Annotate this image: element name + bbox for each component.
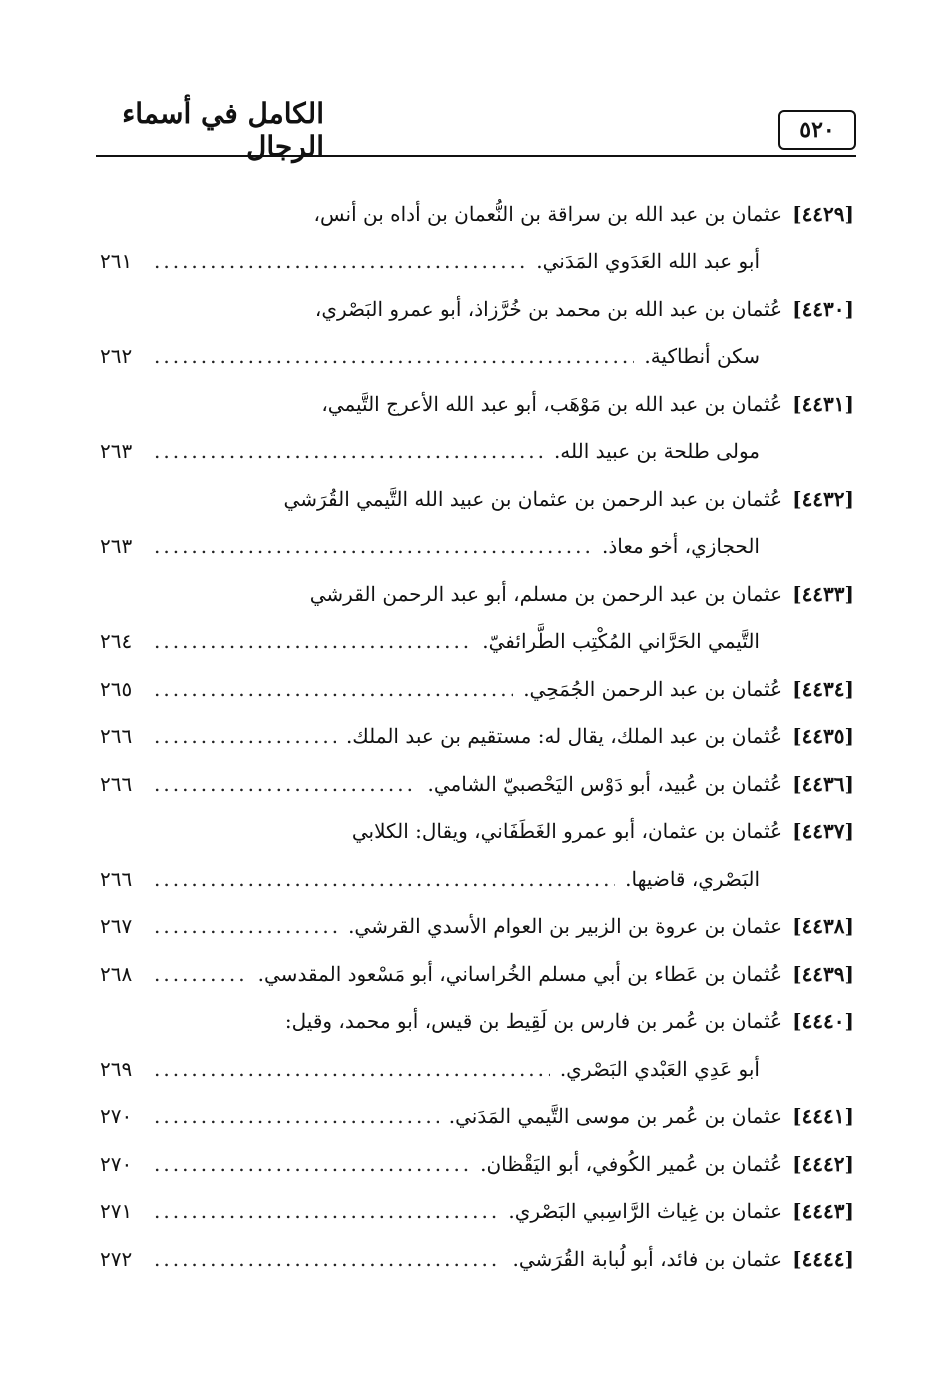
entry-line bbox=[100, 190, 854, 238]
entry-text: سكن أنطاكية. bbox=[644, 344, 760, 369]
page-number-box bbox=[778, 110, 856, 150]
entry-page-ref: ٢٧٠ bbox=[100, 1151, 133, 1176]
entry-line bbox=[100, 1093, 854, 1141]
leader-dots bbox=[154, 534, 592, 558]
entry-page-ref: ٢٦٨ bbox=[100, 961, 133, 986]
entry-line bbox=[100, 238, 854, 286]
entry-text: عثمان بن عبد الرحمن بن مسلم، أبو عبد الرحمن القرشي bbox=[309, 581, 783, 606]
entry-text: عُثمان بن عبد الله بن محمد بن خُرَّزاذ، أبو عمرو البَصْري، bbox=[314, 296, 783, 321]
entry-text: عُثمان بن عبد الرحمن بن عثمان بن عبيد الله التَّيمي القُرَشي bbox=[283, 486, 783, 511]
entry-page-ref: ٢٦٣ bbox=[100, 534, 133, 559]
entry-number: [٤٤٣٦] bbox=[792, 771, 854, 796]
page-number: ٥٢٠ bbox=[799, 117, 835, 143]
entry-page-ref: ٢٦٦ bbox=[100, 771, 133, 796]
leader-dots bbox=[154, 249, 526, 273]
entry-line bbox=[100, 333, 854, 381]
entry-page-ref: ٢٧٠ bbox=[100, 1104, 133, 1129]
entry-line bbox=[100, 1235, 854, 1283]
entry-number: [٤٤٣٨] bbox=[792, 914, 854, 939]
header-rule bbox=[96, 155, 856, 157]
leader-dots bbox=[154, 439, 544, 463]
entry-text: عُثمان بن عبد الله بن مَوْهَب، أبو عبد الله الأعرج التَّيمي، bbox=[321, 391, 783, 416]
entry-page-ref: ٢٦٦ bbox=[100, 866, 133, 891]
entry-line bbox=[100, 1045, 854, 1093]
entry-line bbox=[100, 1188, 854, 1236]
leader-dots bbox=[154, 344, 634, 368]
entry-text: أبو عبد الله العَدَوي المَدَني. bbox=[536, 249, 760, 274]
entry-page-ref: ٢٦٥ bbox=[100, 676, 133, 701]
entry-line bbox=[100, 523, 854, 571]
entry-page-ref: ٢٦٦ bbox=[100, 724, 133, 749]
entry-number: [٤٤٣٥] bbox=[792, 724, 854, 749]
entry-text: أبو عَدِي العَبْدي البَصْري. bbox=[559, 1056, 760, 1081]
entry-page-ref: ٢٦٣ bbox=[100, 439, 133, 464]
entry-text: عُثمان بن عبد الرحمن الجُمَحِي. bbox=[523, 676, 783, 701]
leader-dots bbox=[154, 629, 472, 653]
entry-page-ref: ٢٧١ bbox=[100, 1199, 133, 1224]
entry-page-ref: ٢٦٩ bbox=[100, 1056, 133, 1081]
entry-text: عثمان بن عُمر بن موسى التَّيمي المَدَني. bbox=[448, 1104, 783, 1129]
leader-dots bbox=[154, 1247, 502, 1271]
entry-text: عُثمان بن عثمان، أبو عمرو الغَطَفَاني، ويقال: الكلابي bbox=[351, 819, 783, 844]
entry-page-ref: ٢٦٤ bbox=[100, 629, 133, 654]
entry-number: [٤٤٣٠] bbox=[792, 296, 854, 321]
entry-line bbox=[100, 285, 854, 333]
entry-text: التَّيمي الحَرَّاني المُكْتِب الطَّرائفيّ. bbox=[482, 629, 760, 654]
entry-line bbox=[100, 760, 854, 808]
entry-number: [٤٤٣٤] bbox=[792, 676, 854, 701]
leader-dots bbox=[154, 677, 513, 701]
leader-dots bbox=[154, 1104, 439, 1128]
entry-text: مولى طلحة بن عبيد الله. bbox=[553, 439, 760, 464]
entry-number: [٤٤٤٤] bbox=[792, 1246, 854, 1271]
entry-text: عثمان بن فائد، أبو لُبابة القُرَشي. bbox=[512, 1246, 783, 1271]
entry-line bbox=[100, 713, 854, 761]
entry-number: [٤٤٣٢] bbox=[792, 486, 854, 511]
leader-dots bbox=[154, 724, 336, 748]
entry-text: عُثمان بن عبد الملك، يقال له: مستقيم بن عبد الملك. bbox=[345, 724, 783, 749]
entry-text: الحجازي، أخو معاذ. bbox=[601, 534, 760, 559]
entry-number: [٤٤٢٩] bbox=[792, 201, 854, 226]
entry-text: عثمان بن عبد الله بن سراقة بن النُّعمان بن أداه بن أنس، bbox=[313, 201, 783, 226]
entry-text: عثمان بن غِياث الرَّاسِبي البَصْري. bbox=[508, 1199, 783, 1224]
entry-number: [٤٤٣٩] bbox=[792, 961, 854, 986]
index-entries bbox=[100, 190, 854, 1283]
entry-line bbox=[100, 570, 854, 618]
leader-dots bbox=[154, 772, 417, 796]
entry-line bbox=[100, 903, 854, 951]
entry-line bbox=[100, 380, 854, 428]
entry-line bbox=[100, 475, 854, 523]
book-title-calligraphy: الكامل في أسماء الرجال bbox=[122, 97, 324, 163]
entry-page-ref: ٢٦٢ bbox=[100, 344, 133, 369]
entry-line bbox=[100, 1140, 854, 1188]
entry-number: [٤٤٣١] bbox=[792, 391, 854, 416]
leader-dots bbox=[154, 1199, 498, 1223]
entry-number: [٤٤٣٧] bbox=[792, 819, 854, 844]
entry-text: عُثمان بن عَطاء بن أبي مسلم الخُراساني، أبو مَسْعود المقدسي. bbox=[257, 961, 783, 986]
entry-number: [٤٤٤٣] bbox=[792, 1199, 854, 1224]
entry-text: عُثمان بن عُمر بن فارس بن لَقِيط بن قيس، أبو محمد، وقيل: bbox=[284, 1009, 783, 1034]
entry-text: البَصْري، قاضيها. bbox=[625, 866, 760, 891]
entry-text: عثمان بن عروة بن الزبير بن العوام الأسدي القرشي. bbox=[348, 914, 783, 939]
entry-text: عُثمان بن عُمير الكُوفي، أبو اليَقْظان. bbox=[480, 1151, 783, 1176]
leader-dots bbox=[154, 867, 615, 891]
entry-line bbox=[100, 808, 854, 856]
page-header bbox=[96, 97, 856, 163]
entry-page-ref: ٢٦١ bbox=[100, 249, 133, 274]
entry-line bbox=[100, 950, 854, 998]
entry-number: [٤٤٤١] bbox=[792, 1104, 854, 1129]
leader-dots bbox=[154, 1152, 470, 1176]
leader-dots bbox=[154, 1057, 550, 1081]
entry-page-ref: ٢٦٧ bbox=[100, 914, 133, 939]
entry-text: عُثمان بن عُبيد، أبو دَوْس اليَحْصبيّ الشامي. bbox=[427, 771, 783, 796]
entry-line bbox=[100, 998, 854, 1046]
leader-dots bbox=[154, 962, 248, 986]
entry-line bbox=[100, 428, 854, 476]
entry-line bbox=[100, 665, 854, 713]
entry-line bbox=[100, 855, 854, 903]
entry-page-ref: ٢٧٢ bbox=[100, 1246, 133, 1271]
entry-number: [٤٤٣٣] bbox=[792, 581, 854, 606]
entry-number: [٤٤٤٢] bbox=[792, 1151, 854, 1176]
entry-line bbox=[100, 618, 854, 666]
entry-number: [٤٤٤٠] bbox=[792, 1009, 854, 1034]
leader-dots bbox=[154, 914, 338, 938]
